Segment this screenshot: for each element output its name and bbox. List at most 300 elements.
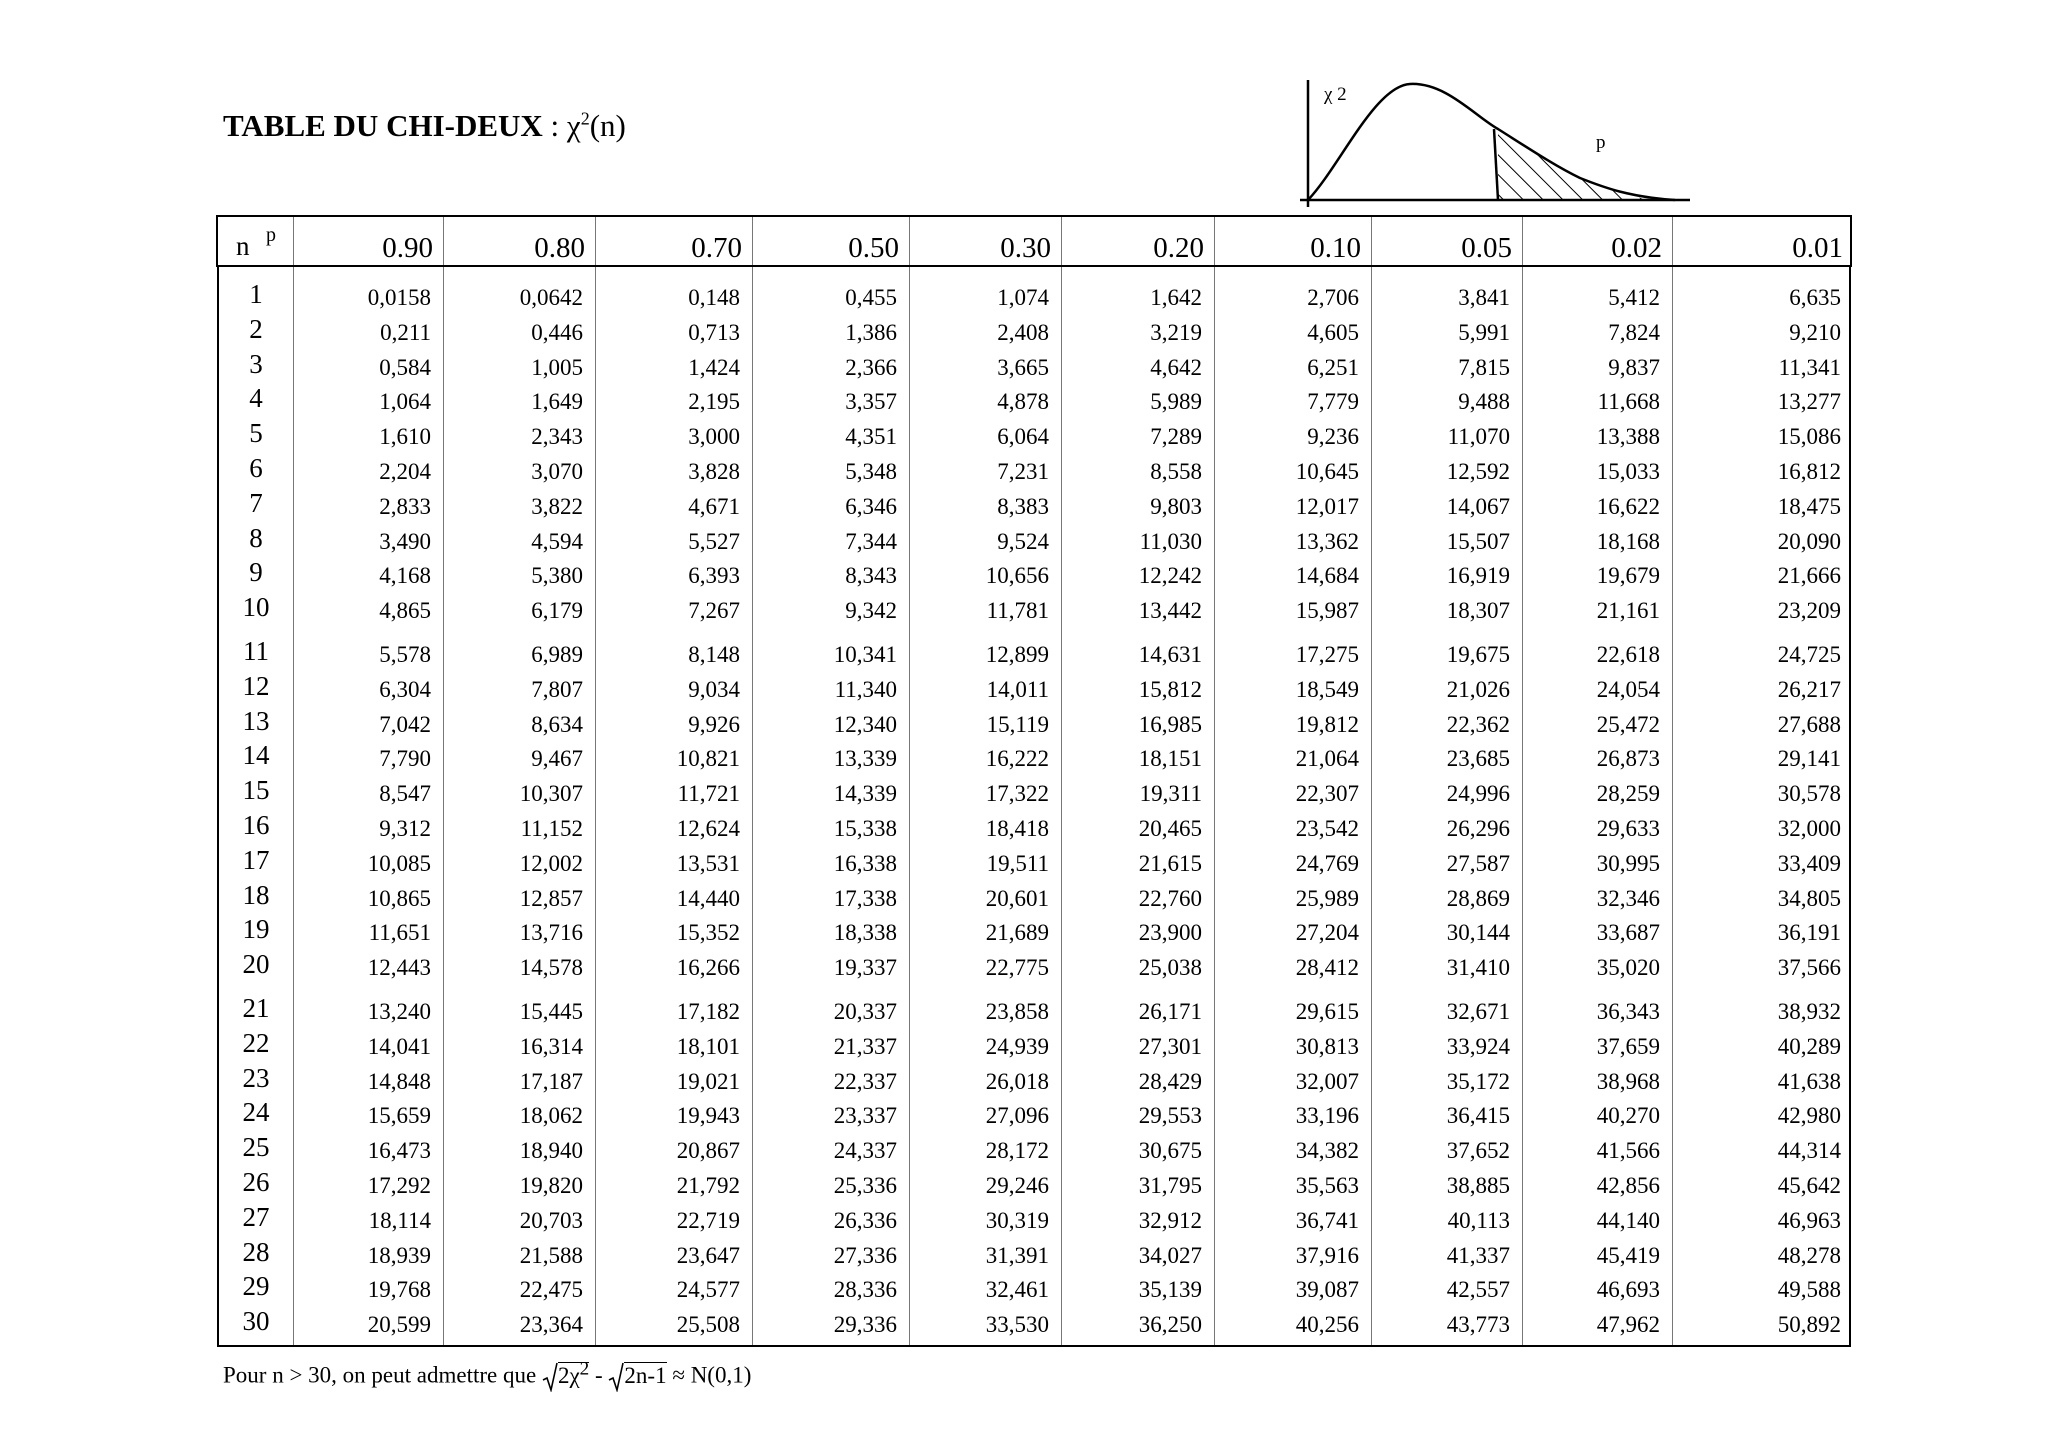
table-cell: 19,021 [676,1068,740,1094]
table-cell: 23,209 [1777,598,1841,624]
table-cell: 34,027 [1138,1242,1202,1268]
table-cell: 11,781 [986,598,1049,624]
table-cell: 15,086 [1777,424,1841,450]
table-cell: 18,475 [1777,493,1841,519]
table-cell: 4,865 [379,598,431,624]
table-cell: 18,549 [1295,676,1359,702]
table-cell: 10,645 [1295,459,1359,484]
table-cell: 8,343 [845,563,897,589]
table-cell: 15,352 [676,920,740,946]
table-cell: 12,899 [985,642,1049,667]
table-cell: 31,410 [1446,955,1510,981]
table-cell: 4,351 [845,424,897,450]
table-cell: 22,362 [1446,711,1510,737]
table-cell: 35,139 [1138,1277,1202,1303]
corner-p-label: p [266,224,276,246]
table-cell: 22,719 [676,1207,740,1233]
table-cell: 1,386 [845,319,897,345]
table-cell: 23,647 [676,1242,740,1268]
table-cell: 10,821 [676,746,740,772]
table-cell: 22,475 [519,1277,583,1303]
table-cell: 13,339 [833,746,897,772]
table-cell: 30,995 [1596,850,1660,876]
table-cell: 9,803 [1150,493,1202,519]
table-cell: 11,721 [677,781,740,807]
row-n-label: 23 [242,1062,270,1093]
table-cell: 22,307 [1295,781,1359,807]
row-n-label: 26 [242,1167,270,1197]
table-cell: 4,642 [1150,354,1202,380]
table-cell: 28,172 [985,1138,1049,1164]
row-n-label: 8 [249,522,263,553]
table-cell: 21,161 [1596,598,1660,624]
table-cell: 41,566 [1596,1138,1660,1164]
table-cell: 27,204 [1295,920,1359,946]
table-cell: 16,812 [1777,459,1841,484]
table-cell: 26,336 [833,1207,897,1233]
table-cell: 16,919 [1446,563,1510,589]
column-header: 0.01 [1792,232,1843,264]
table-cell: 3,490 [379,528,431,554]
row-n-label: 10 [242,592,270,623]
table-cell: 22,337 [833,1068,897,1094]
table-cell: 42,557 [1446,1277,1510,1303]
table-cell: 33,530 [985,1312,1049,1338]
table-cell: 1,642 [1150,285,1202,310]
table-cell: 29,141 [1777,746,1841,772]
table-cell: 14,339 [833,781,897,807]
table-cell: 35,563 [1295,1173,1359,1198]
table-cell: 8,547 [379,781,431,807]
table-cell: 49,588 [1777,1277,1841,1303]
table-cell: 17,275 [1295,642,1359,667]
table-cell: 44,314 [1777,1138,1841,1164]
table-cell: 4,168 [379,563,431,589]
column-divider [1371,217,1372,265]
row-n-label: 18 [242,879,270,910]
table-cell: 15,445 [519,999,583,1024]
table-cell: 7,289 [1150,424,1202,450]
table-cell: 27,096 [985,1103,1049,1129]
table-cell: 14,631 [1138,642,1202,667]
footer-minus: - [589,1362,609,1388]
table-cell: 2,204 [379,459,431,484]
table-cell: 20,601 [985,885,1049,911]
radicand-2: 2n-1 [624,1362,667,1388]
table-cell: 28,429 [1138,1068,1202,1094]
table-cell: 43,773 [1446,1312,1510,1338]
column-divider [595,217,596,265]
table-cell: 6,989 [531,642,583,667]
table-cell: 12,002 [519,850,583,876]
sqrt-sign [542,1362,558,1392]
table-cell: 10,656 [985,563,1049,589]
row-n-label: 30 [242,1306,270,1337]
table-cell: 0,0158 [367,285,431,310]
table-cell: 23,685 [1446,746,1510,772]
table-cell: 20,703 [519,1207,583,1233]
table-cell: 0,0642 [519,285,583,310]
table-cell: 9,342 [845,598,897,624]
table-cell: 21,337 [833,1033,897,1059]
table-cell: 42,980 [1777,1103,1841,1129]
table-cell: 24,725 [1777,642,1841,667]
table-cell: 9,236 [1307,424,1359,450]
corner-n-label: n [236,231,250,261]
table-cell: 15,033 [1596,459,1660,484]
table-cell: 20,090 [1777,528,1841,554]
table-cell: 21,026 [1446,676,1510,702]
table-cell: 0,584 [379,354,431,380]
table-cell: 1,424 [688,354,740,380]
table-cell: 12,242 [1138,563,1202,589]
table-cell: 40,256 [1295,1312,1359,1338]
table-cell: 16,985 [1138,711,1202,737]
row-n-label: 9 [249,557,263,588]
row-n-label: 21 [242,993,270,1023]
table-cell: 12,592 [1446,459,1510,484]
table-cell: 11,070 [1447,424,1510,450]
table-cell: 20,599 [367,1312,431,1338]
table-cell: 14,684 [1295,563,1359,589]
table-cell: 2,706 [1307,285,1359,310]
table-cell: 18,151 [1138,746,1202,772]
table-cell: 7,042 [379,711,431,737]
table-cell: 14,440 [676,885,740,911]
title-arg: (n) [589,108,626,143]
table-cell: 37,659 [1596,1033,1660,1059]
table-cell: 32,346 [1596,885,1660,911]
column-header: 0.50 [848,232,899,264]
table-cell: 21,792 [676,1173,740,1198]
table-cell: 5,348 [845,459,897,484]
table-cell: 47,962 [1596,1312,1660,1338]
row-n-label: 27 [242,1201,270,1232]
table-cell: 27,301 [1138,1033,1202,1059]
column-header: 0.70 [691,232,742,264]
row-n-label: 7 [249,487,263,518]
chi-square-density-figure [1280,76,1700,208]
table-cell: 26,296 [1446,816,1510,841]
table-body [217,267,1851,1347]
table-cell: 17,187 [519,1068,583,1094]
column-divider [1672,217,1673,265]
row-n-label: 28 [242,1236,270,1267]
row-n-label: 3 [249,348,263,379]
table-cell: 12,017 [1295,493,1359,519]
table-cell: 23,858 [985,999,1049,1024]
table-cell: 24,337 [833,1138,897,1164]
table-cell: 3,841 [1458,285,1510,310]
table-cell: 18,114 [368,1207,431,1233]
table-cell: 31,795 [1138,1173,1202,1198]
table-cell: 19,337 [833,955,897,981]
table-cell: 30,675 [1138,1138,1202,1164]
table-cell: 34,382 [1295,1138,1359,1164]
column-header: 0.02 [1611,232,1662,264]
row-n-label: 17 [242,844,270,875]
row-n-label: 29 [242,1271,270,1302]
table-cell: 45,419 [1596,1242,1660,1268]
table-cell: 6,304 [379,676,431,702]
table-cell: 36,415 [1446,1103,1510,1129]
table-cell: 3,828 [688,459,740,484]
table-cell: 5,989 [1150,389,1202,415]
table-cell: 26,217 [1777,676,1841,702]
table-cell: 35,172 [1446,1068,1510,1094]
page-title [223,108,626,144]
row-n-label: 22 [242,1027,270,1058]
table-cell: 24,769 [1295,850,1359,876]
table-cell: 25,989 [1295,885,1359,911]
table-cell: 20,867 [676,1138,740,1164]
row-n-label: 5 [249,418,263,449]
table-cell: 31,391 [985,1242,1049,1268]
table-cell: 3,219 [1150,319,1202,345]
table-cell: 0,713 [688,319,740,345]
footer-note [223,1358,751,1392]
table-cell: 20,465 [1138,816,1202,841]
table-cell: 34,805 [1777,885,1841,911]
table-cell: 36,250 [1138,1312,1202,1338]
table-cell: 25,472 [1596,711,1660,737]
row-n-label: 16 [242,810,270,840]
row-n-label: 13 [242,705,270,736]
table-cell: 6,179 [531,598,583,624]
table-cell: 5,991 [1458,319,1510,345]
table-cell: 15,507 [1446,528,1510,554]
table-cell: 22,775 [985,955,1049,981]
table-cell: 13,531 [676,850,740,876]
table-cell: 45,642 [1777,1173,1841,1198]
table-cell: 36,191 [1777,920,1841,946]
table-cell: 3,000 [688,424,740,450]
table-cell: 7,790 [379,746,431,772]
table-cell: 40,113 [1447,1207,1510,1233]
table-cell: 25,038 [1138,955,1202,981]
table-cell: 20,337 [833,999,897,1024]
table-cell: 11,030 [1139,528,1202,554]
table-cell: 18,338 [833,920,897,946]
column-divider [443,217,444,265]
table-cell: 18,168 [1596,528,1660,554]
table-cell: 3,665 [997,354,1049,380]
sqrt-sign [608,1362,624,1392]
table-cell: 5,578 [379,642,431,667]
table-cell: 7,344 [845,528,897,554]
table-cell: 13,240 [367,999,431,1024]
table-cell: 2,195 [688,389,740,415]
column-header: 0.10 [1310,232,1361,264]
table-cell: 18,939 [367,1242,431,1268]
table-cell: 3,822 [531,493,583,519]
table-cell: 9,312 [379,816,431,841]
table-cell: 3,070 [531,459,583,484]
table-cell: 28,412 [1295,955,1359,981]
table-cell: 16,473 [367,1138,431,1164]
curve-label: χ 2 [1324,84,1347,105]
table-cell: 14,848 [367,1068,431,1094]
table-cell: 37,916 [1295,1242,1359,1268]
table-cell: 13,442 [1138,598,1202,624]
table-cell: 2,833 [379,493,431,519]
table-cell: 19,812 [1295,711,1359,737]
table-cell: 27,587 [1446,850,1510,876]
table-cell: 32,671 [1446,999,1510,1024]
table-cell: 7,824 [1608,319,1660,345]
table-cell: 19,679 [1596,563,1660,589]
table-cell: 33,687 [1596,920,1660,946]
table-cell: 13,362 [1295,528,1359,554]
table-cell: 35,020 [1596,955,1660,981]
table-cell: 38,932 [1777,999,1841,1024]
table-cell: 15,659 [367,1103,431,1129]
table-cell: 27,336 [833,1242,897,1268]
row-n-label: 14 [242,740,270,771]
table-cell: 30,813 [1295,1033,1359,1059]
table-cell: 1,074 [997,285,1049,310]
table-cell: 30,578 [1777,781,1841,807]
table-cell: 24,577 [676,1277,740,1303]
table-cell: 36,343 [1596,999,1660,1024]
table-cell: 17,182 [676,999,740,1024]
table-cell: 27,688 [1777,711,1841,737]
table-cell: 13,716 [519,920,583,946]
table-cell: 28,259 [1596,781,1660,807]
row-n-label: 15 [242,775,270,806]
table-cell: 16,338 [833,850,897,876]
table-cell: 19,768 [367,1277,431,1303]
table-cell: 17,338 [833,885,897,911]
table-cell: 23,364 [519,1312,583,1338]
table-cell: 21,689 [985,920,1049,946]
table-cell: 23,542 [1295,816,1359,841]
table-cell: 12,857 [519,885,583,911]
radicand-1 [557,1358,590,1388]
table-cell: 13,388 [1596,424,1660,450]
row-n-label: 2 [249,313,263,344]
table-cell: 7,267 [688,598,740,624]
table-cell: 11,668 [1597,389,1660,415]
table-cell: 5,380 [531,563,583,589]
table-cell: 14,041 [367,1033,431,1059]
table-cell: 29,246 [985,1173,1049,1198]
row-n-label: 25 [242,1132,270,1163]
table-cell: 8,148 [688,642,740,667]
column-divider [1061,217,1062,265]
table-cell: 29,336 [833,1312,897,1338]
table-cell: 21,615 [1138,850,1202,876]
row-n-label: 6 [249,453,263,483]
table-cell: 22,618 [1596,642,1660,667]
table-cell: 2,408 [997,319,1049,345]
table-cell: 44,140 [1596,1207,1660,1233]
table-cell: 1,005 [531,354,583,380]
table-cell: 30,319 [985,1207,1049,1233]
table-cell: 6,393 [688,563,740,589]
table-cell: 12,443 [367,955,431,981]
footer-suffix: ≈ N(0,1) [666,1362,752,1388]
table-cell: 38,885 [1446,1173,1510,1198]
table-cell: 6,346 [845,493,897,519]
table-cell: 24,939 [985,1033,1049,1059]
table-cell: 9,837 [1608,354,1660,380]
table-cell: 7,807 [531,676,583,702]
table-cell: 25,336 [833,1173,897,1198]
footer-prefix: Pour n > 30, on peut admettre que [223,1362,542,1388]
table-cell: 4,605 [1307,319,1359,345]
table-cell: 24,996 [1446,781,1510,807]
table-cell: 4,594 [531,528,583,554]
table-cell: 10,085 [367,850,431,876]
table-cell: 24,054 [1596,676,1660,702]
table-cell: 15,812 [1138,676,1202,702]
column-divider [1214,217,1215,265]
table-cell: 40,270 [1596,1103,1660,1129]
table-cell: 21,064 [1295,746,1359,772]
table-cell: 25,508 [676,1312,740,1338]
table-cell: 7,779 [1307,389,1359,415]
table-header [216,215,1852,267]
table-cell: 15,338 [833,816,897,841]
table-cell: 14,011 [986,676,1049,702]
column-divider [1522,217,1523,265]
table-cell: 15,987 [1295,598,1359,624]
table-cell: 22,760 [1138,885,1202,911]
table-cell: 28,336 [833,1277,897,1303]
table-cell: 41,337 [1446,1242,1510,1268]
column-header: 0.90 [382,232,433,264]
table-cell: 16,266 [676,955,740,981]
column-divider [909,217,910,265]
table-cell: 18,062 [519,1103,583,1129]
table-cell: 32,912 [1138,1207,1202,1233]
row-n-label: 4 [249,383,263,414]
table-cell: 11,340 [834,676,897,702]
title-text: TABLE DU CHI-DEUX [223,108,543,143]
table-cell: 28,869 [1446,885,1510,911]
table-cell: 9,926 [688,711,740,737]
table-cell: 33,409 [1777,850,1841,876]
table-cell: 18,940 [519,1138,583,1164]
table-cell: 0,446 [531,319,583,345]
title-exp: 2 [580,108,590,129]
title-sep: : [542,108,567,143]
table-cell: 8,383 [997,493,1049,519]
table-cell: 14,578 [519,955,583,981]
table-cell: 1,610 [379,424,431,450]
table-cell: 10,865 [367,885,431,911]
table-cell: 0,211 [380,319,431,345]
table-cell: 6,635 [1789,285,1841,310]
row-n-label: 11 [243,636,269,666]
table-cell: 19,943 [676,1103,740,1129]
table-cell: 37,566 [1777,955,1841,981]
row-n-label: 20 [242,949,270,980]
table-cell: 7,231 [997,459,1049,484]
table-cell: 3,357 [845,389,897,415]
table-cell: 13,277 [1777,389,1841,415]
table-cell: 19,820 [519,1173,583,1198]
quantile-line [1494,129,1498,200]
table-cell: 18,101 [676,1033,740,1059]
row-n-label: 24 [242,1097,270,1128]
table-cell: 14,067 [1446,493,1510,519]
table-cell: 23,900 [1138,920,1202,946]
row-n-label: 19 [242,914,270,945]
area-label: p [1596,132,1606,153]
table-cell: 16,314 [519,1033,583,1059]
